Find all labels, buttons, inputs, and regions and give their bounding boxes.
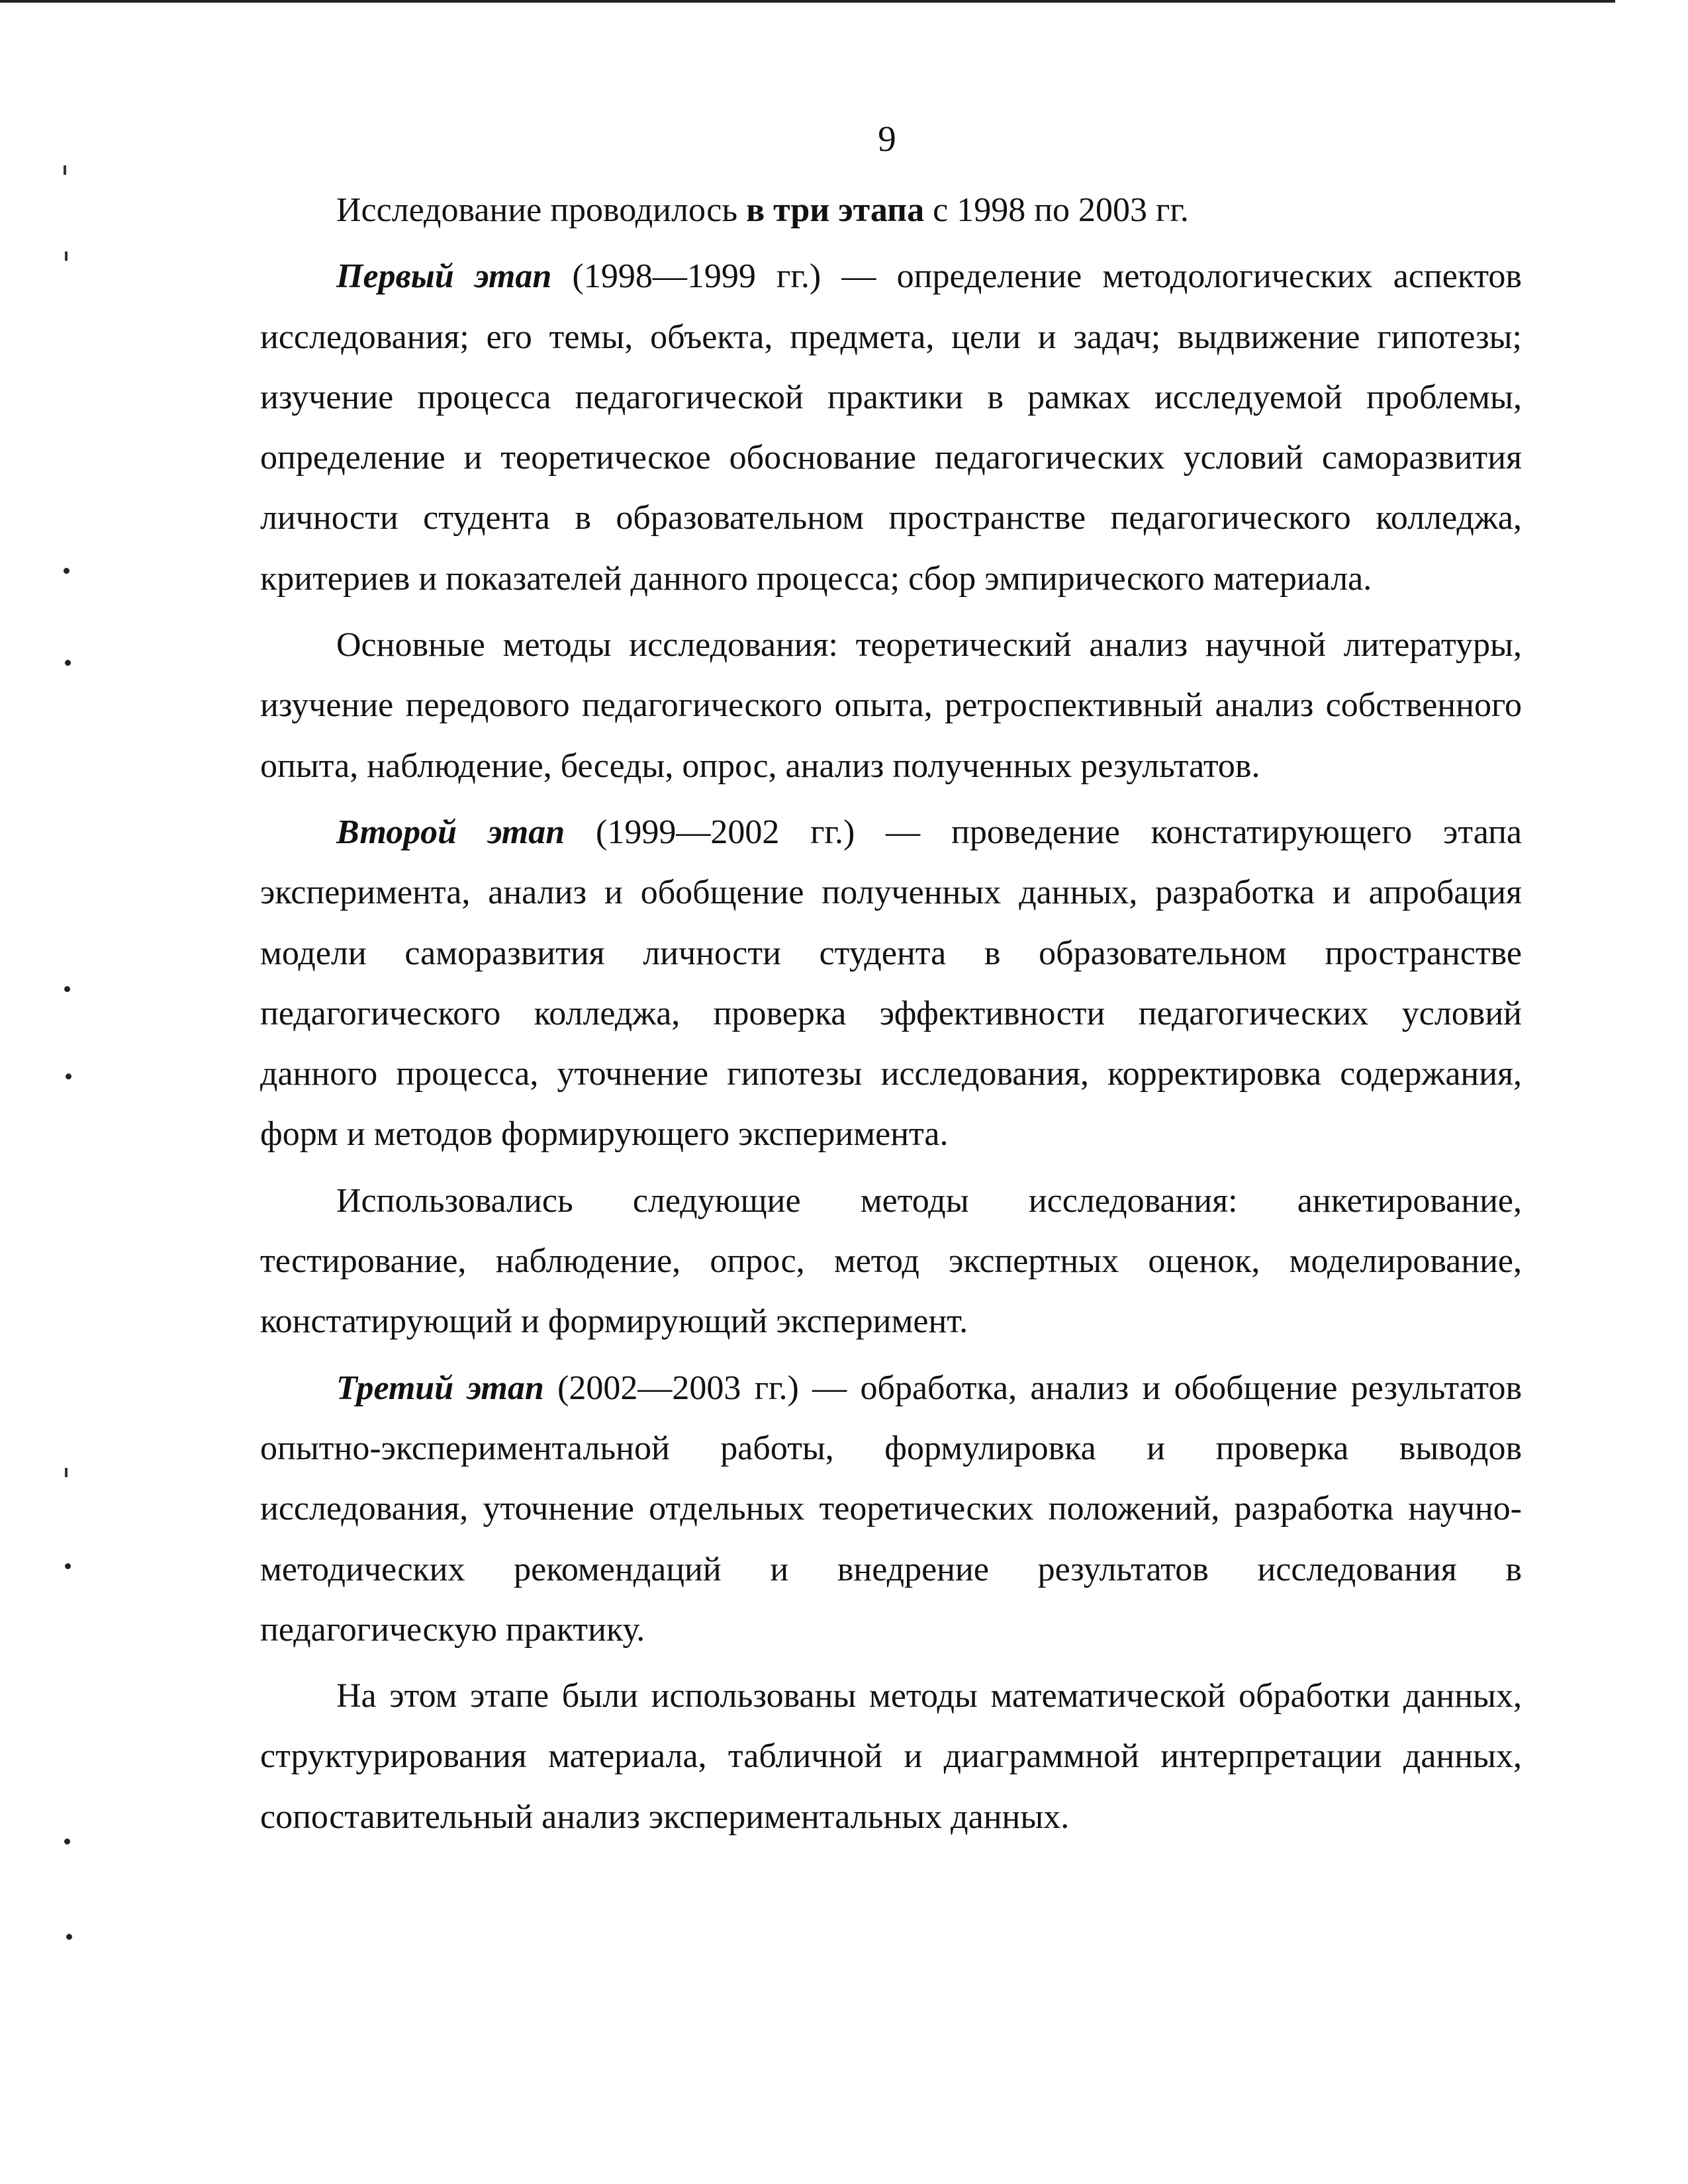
margin-scan-mark <box>64 1839 70 1844</box>
stage-1-heading: Первый этап <box>336 257 552 296</box>
paragraph-stage-1 <box>260 246 1522 609</box>
paragraph-stage-2-methods: Использовались следующие методы исследования: анкетирование, тестирование, наблюдение, опрос, метод экспертных оценок, моделирование, констатирующий и формирующий эксперимент. <box>260 1181 1522 1341</box>
paragraph-stage-3 <box>260 1358 1522 1660</box>
paragraph-stage-1-methods: Основные методы исследования: теоретический анализ научной литературы, изучение передового педагогического опыта, ретроспективный анализ собственного опыта, наблюдение, беседы, опрос, анализ полученных результатов. <box>260 626 1522 785</box>
paragraph-stage-3-methods: На этом этапе были использованы методы математической обработки данных, структурирования материала, табличной и диаграммной интерпретации данных, сопоставительный анализ экспериментальных данных. <box>260 1677 1522 1836</box>
margin-scan-mark <box>65 1468 68 1477</box>
intro-prefix: Исследование проводилось <box>336 191 747 229</box>
margin-scan-mark <box>65 251 68 261</box>
intro-emphasis: в три этапа <box>746 191 925 229</box>
margin-scan-mark <box>64 568 70 574</box>
stage-2-text: (1999—2002 гг.) — проведение констатирующего этапа эксперимента, анализ и обобщение полученных данных, разработка и апробация модели саморазвития личности студента в образовательном пространстве педагогического колледжа, проверка эффективности педагогических условий данного процесса, уточнение гипотезы исследования, корректировка содержания, форм и методов формирующего эксперимента. <box>260 813 1522 1154</box>
stage-3-text: (2002—2003 гг.) — обработка, анализ и обобщение результатов опытно-экспериментальной работы, формулировка и проверка выводов исследования, уточнение отдельных теоретических положений, разработка научно-методических рекомендаций и внедрение результатов исследования в педагогическую практику. <box>260 1369 1522 1649</box>
document-body <box>260 180 1522 1847</box>
margin-scan-mark <box>65 660 71 666</box>
scan-top-border <box>0 0 1615 3</box>
margin-scan-mark <box>64 165 66 175</box>
stage-3-heading: Третий этап <box>336 1369 544 1407</box>
margin-scan-mark <box>65 1563 71 1569</box>
margin-scan-mark <box>64 986 70 992</box>
paragraph-stage-2 <box>260 802 1522 1165</box>
paragraph-intro <box>260 180 1522 240</box>
stage-1-text: (1998—1999 гг.) — определение методологических аспектов исследования; его темы, объекта, предмета, цели и задач; выдвижение гипотезы; изучение процесса педагогической практики в рамках исследуемой проблемы, определение и теоретическое обоснование педагогических условий саморазвития личности студента в образовательном пространстве педагогического колледжа, критериев и показателей данного процесса; сбор эмпирического материала. <box>260 257 1522 598</box>
intro-suffix: с 1998 по 2003 гг. <box>924 191 1189 229</box>
page-number: 9 <box>878 118 896 159</box>
margin-scan-mark <box>66 1073 71 1079</box>
margin-scan-mark <box>66 1934 72 1940</box>
stage-2-heading: Второй этап <box>336 813 565 851</box>
